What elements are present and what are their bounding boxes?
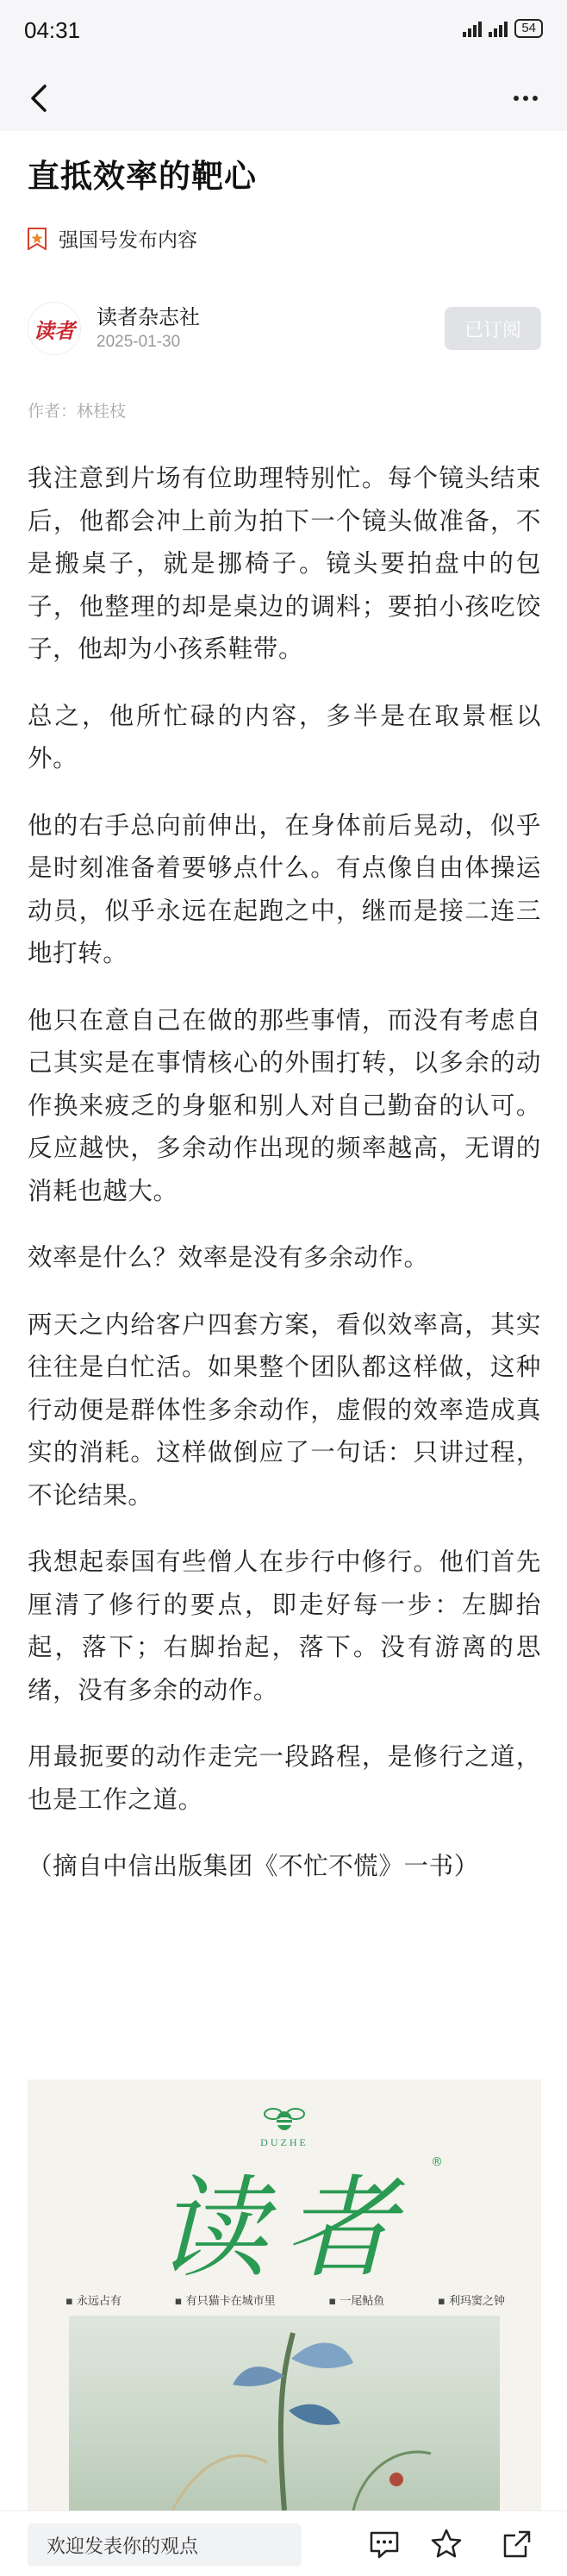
paragraph: 效率是什么？效率是没有多余动作。 xyxy=(28,1243,429,1272)
registered-mark: ® xyxy=(431,2155,443,2169)
cover-headlines xyxy=(65,2292,505,2308)
article-body xyxy=(28,457,541,1912)
badge-icon xyxy=(28,228,47,250)
cover-brand-latin: DUZHE xyxy=(260,2136,308,2148)
article-card xyxy=(0,131,567,2510)
magazine-cover-image[interactable] xyxy=(28,2079,541,2510)
paragraph: 他只在意自己在做的那些事情，而没有考虑自己其实是在事情核心的外围打转，以多余的动作换来疲乏的身躯和别人对自己勤奋的认可。反应越快，多余动作出现的频率越高，无谓的消耗也越大。 xyxy=(28,1005,541,1205)
status-bar xyxy=(0,0,567,66)
status-time: 04:31 xyxy=(24,17,81,43)
signal-icon xyxy=(463,20,482,37)
cover-illustration xyxy=(69,2316,500,2510)
signal-2-icon xyxy=(489,20,508,37)
star-icon[interactable] xyxy=(429,2527,464,2561)
byline: 作者：林桂枝 xyxy=(28,402,127,421)
publish-date: 2025-01-30 xyxy=(97,333,181,351)
paragraph: 他的右手总向前伸出，在身体前后晃动，似乎是时刻准备着要够点什么。有点像自由体操运动员，似乎永远在起跑之中，继而是接二连三地打转。 xyxy=(28,810,541,967)
back-arrow-icon[interactable] xyxy=(24,81,59,116)
avatar[interactable]: 读者 xyxy=(28,302,81,355)
excerpt-note: （摘自中信出版集团《不忙不慌》一书） xyxy=(28,1852,479,1880)
share-icon[interactable] xyxy=(500,2527,534,2561)
cover-headline: ▪ 利玛窦之钟 xyxy=(438,2292,505,2308)
cover-headline: ▪ 一尾鲇鱼 xyxy=(328,2292,384,2308)
source-row xyxy=(28,224,197,253)
nav-bar xyxy=(0,66,567,131)
cover-headline: ▪ 永远占有 xyxy=(65,2292,122,2308)
status-indicators xyxy=(463,19,543,38)
bee-logo-icon xyxy=(264,2105,305,2133)
more-dots-icon[interactable] xyxy=(505,81,546,116)
article-title: 直抵效率的靶心 xyxy=(28,158,257,195)
source-label: 强国号发布内容 xyxy=(59,229,197,252)
paragraph: 我注意到片场有位助理特别忙。每个镜头结束后，他都会冲上前为拍下一个镜头做准备，不是搬桌子，就是挪椅子。镜头要拍盘中的包子，他整理的却是桌边的调料；要拍小孩吃饺子，他却为小孩系鞋带。 xyxy=(28,464,541,663)
paragraph: 两天之内给客户四套方案，看似效率高，其实往往是白忙活。如果整个团队都这样做，这种行动便是群体性多余动作，虚假的效率造成真实的消耗。这样做倒应了一句话：只讲过程，不论结果。 xyxy=(28,1310,541,1510)
cover-headline: ▪ 有只猫卡在城市里 xyxy=(175,2292,276,2308)
paragraph: 我想起泰国有些僧人在步行中修行。他们首先厘清了修行的要点，即走好每一步：左脚抬起，落下；右脚抬起，落下。没有游离的思绪，没有多余的动作。 xyxy=(28,1547,541,1704)
paragraph: 用最扼要的动作走完一段路程，是修行之道，也是工作之道。 xyxy=(28,1742,541,1814)
author-block xyxy=(28,300,541,360)
cover-brand-title: 读者 xyxy=(156,2165,412,2293)
bottom-bar xyxy=(0,2510,567,2576)
comment-input[interactable]: 欢迎发表你的观点 xyxy=(28,2523,302,2567)
comment-icon[interactable] xyxy=(367,2527,402,2561)
paragraph: 总之，他所忙碌的内容，多半是在取景框以外。 xyxy=(28,701,541,772)
battery-icon: 54 xyxy=(514,19,543,38)
subscribe-button[interactable]: 已订阅 xyxy=(445,307,541,350)
author-name[interactable]: 读者杂志社 xyxy=(97,305,200,329)
